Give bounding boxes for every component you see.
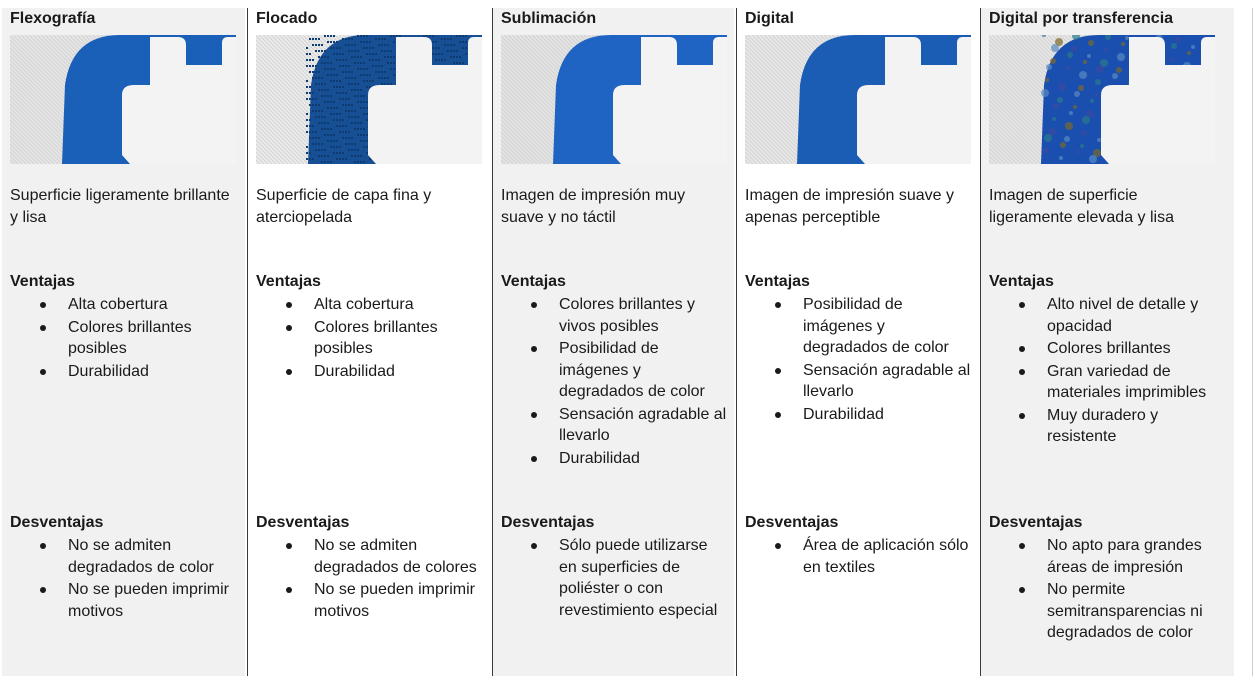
disadvantages-list bbox=[10, 535, 238, 622]
disadvantage-item: Área de aplicación sólo en textiles bbox=[803, 535, 973, 578]
sublimation-sample-image bbox=[501, 35, 727, 164]
disadvantage-item: No apto para grandes áreas de impresión bbox=[1047, 535, 1217, 578]
advantages-heading: Ventajas bbox=[501, 273, 566, 290]
advantage-item: Colores brillantes y vivos posibles bbox=[559, 294, 729, 337]
advantage-item: Durabilidad bbox=[68, 361, 238, 383]
method-column bbox=[492, 8, 734, 676]
disadvantages-heading: Desventajas bbox=[501, 514, 595, 531]
advantages-list bbox=[989, 294, 1217, 448]
disadvantages-list bbox=[989, 535, 1217, 644]
advantages-section bbox=[745, 272, 973, 426]
printing-methods-comparison-table bbox=[2, 8, 1234, 676]
disadvantage-item: No se pueden imprimir motivos bbox=[314, 579, 484, 622]
advantage-item: Colores brillantes posibles bbox=[68, 317, 238, 360]
method-description: Superficie de capa fina y aterciopelada bbox=[256, 187, 432, 226]
flexography-sample-image bbox=[10, 35, 236, 164]
advantage-item: Posibilidad de imágenes y degradados de color bbox=[803, 294, 973, 359]
method-column bbox=[980, 8, 1234, 676]
advantages-heading: Ventajas bbox=[256, 273, 321, 290]
advantages-list bbox=[501, 294, 729, 469]
method-title: Sublimación bbox=[501, 10, 597, 27]
disadvantage-item: Sólo puede utilizarse en superficies de poliéster o con revestimiento especial bbox=[559, 535, 729, 621]
advantages-list bbox=[10, 294, 238, 382]
digital-sample-image bbox=[745, 35, 971, 164]
method-column bbox=[736, 8, 979, 676]
method-title: Digital por transferencia bbox=[989, 10, 1174, 27]
advantages-list bbox=[256, 294, 484, 382]
advantage-item: Alto nivel de detalle y opacidad bbox=[1047, 294, 1217, 337]
advantage-item: Sensación agradable al llevarlo bbox=[803, 360, 973, 403]
disadvantages-list bbox=[501, 535, 729, 621]
disadvantages-section bbox=[501, 513, 729, 622]
method-title: Flexografía bbox=[10, 10, 96, 27]
advantage-item: Alta cobertura bbox=[314, 294, 484, 316]
advantages-section bbox=[256, 272, 484, 383]
advantages-heading: Ventajas bbox=[10, 273, 75, 290]
disadvantages-heading: Desventajas bbox=[745, 514, 839, 531]
disadvantages-list bbox=[256, 535, 484, 622]
method-description: Imagen de impresión muy suave y no táctil bbox=[501, 187, 686, 226]
disadvantages-heading: Desventajas bbox=[256, 514, 350, 531]
method-column bbox=[2, 8, 245, 676]
method-column bbox=[247, 8, 491, 676]
advantage-item: Durabilidad bbox=[803, 404, 973, 426]
right-edge-line bbox=[1252, 8, 1253, 676]
disadvantage-item: No permite semitransparencias ni degradados de color bbox=[1047, 579, 1217, 644]
advantages-section bbox=[989, 272, 1217, 449]
disadvantages-heading: Desventajas bbox=[10, 514, 104, 531]
method-title: Flocado bbox=[256, 10, 318, 27]
advantages-list bbox=[745, 294, 973, 425]
advantage-item: Alta cobertura bbox=[68, 294, 238, 316]
advantage-item: Durabilidad bbox=[314, 361, 484, 383]
disadvantages-section bbox=[745, 513, 973, 579]
advantages-heading: Ventajas bbox=[745, 273, 810, 290]
advantage-item: Posibilidad de imágenes y degradados de color bbox=[559, 338, 729, 403]
disadvantages-section bbox=[10, 513, 238, 623]
digital-transfer-sample-image bbox=[989, 35, 1215, 164]
advantage-item: Colores brillantes bbox=[1047, 338, 1217, 360]
disadvantage-item: No se admiten degradados de colores bbox=[314, 535, 484, 578]
disadvantages-section bbox=[989, 513, 1217, 645]
disadvantages-section bbox=[256, 513, 484, 623]
method-description: Imagen de superficie ligeramente elevada y lisa bbox=[989, 187, 1174, 226]
method-description: Imagen de impresión suave y apenas perceptible bbox=[745, 187, 954, 226]
advantages-section bbox=[10, 272, 238, 383]
flocking-sample-image bbox=[256, 35, 482, 164]
disadvantage-item: No se admiten degradados de color bbox=[68, 535, 238, 578]
advantage-item: Muy duradero y resistente bbox=[1047, 405, 1217, 448]
disadvantages-list bbox=[745, 535, 973, 578]
advantage-item: Durabilidad bbox=[559, 448, 729, 470]
advantage-item: Gran variedad de materiales imprimibles bbox=[1047, 361, 1217, 404]
method-description: Superficie ligeramente brillante y lisa bbox=[10, 187, 230, 226]
advantage-item: Colores brillantes posibles bbox=[314, 317, 484, 360]
advantages-section bbox=[501, 272, 729, 470]
disadvantages-heading: Desventajas bbox=[989, 514, 1083, 531]
advantage-item: Sensación agradable al llevarlo bbox=[559, 404, 729, 447]
method-title: Digital bbox=[745, 10, 794, 27]
advantages-heading: Ventajas bbox=[989, 273, 1054, 290]
disadvantage-item: No se pueden imprimir motivos bbox=[68, 579, 238, 622]
